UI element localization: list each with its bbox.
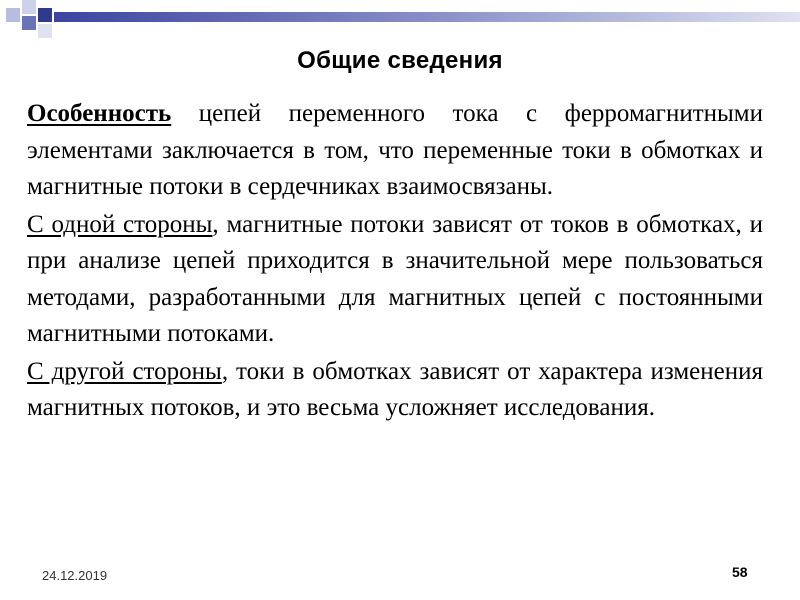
- body-text: [27, 96, 763, 427]
- decoration-square-5: [38, 24, 52, 38]
- paragraph-text: цепей переменного тока с ферромагнитными элементами заключается в том, что переменные токи в обмотках и магнитные потоки в сердечниках взаимосвязаны.: [27, 100, 763, 200]
- paragraph-lead: С другой стороны: [27, 357, 222, 385]
- paragraph-other-side: [27, 354, 763, 427]
- paragraph-text: , токи в обмотках зависят от характера изменения магнитных потоков, и это весьма усложняет исследования.: [27, 357, 764, 421]
- paragraph-text: , магнитные потоки зависят от токов в обмотках, и при анализе цепей приходится в значительной мере пользоваться методами, разработанными для магнитных цепей с постоянными магнитными потоками.: [27, 210, 763, 347]
- decoration-square-1: [6, 8, 20, 22]
- decoration-square-2: [22, 0, 36, 14]
- paragraph-one-side: [27, 207, 763, 353]
- decoration-square-4: [38, 8, 52, 22]
- decoration-square-3: [22, 16, 36, 30]
- paragraph-lead: Особенность: [27, 100, 172, 127]
- header-decoration: [0, 0, 800, 50]
- slide-title: Общие сведения: [297, 47, 503, 74]
- decoration-bar: [54, 12, 800, 22]
- footer-date: 24.12.2019: [42, 568, 108, 583]
- page-number: 58: [732, 564, 748, 580]
- paragraph-feature: [27, 96, 763, 206]
- paragraph-lead: С одной стороны: [27, 210, 213, 238]
